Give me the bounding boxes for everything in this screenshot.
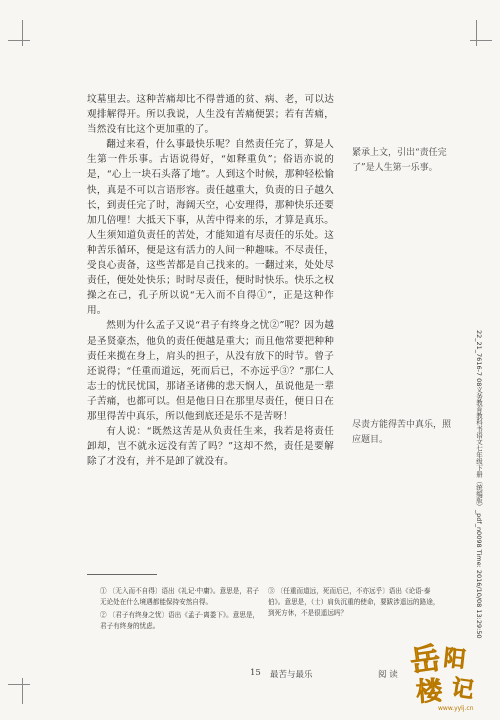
section-label: 阅 读 bbox=[378, 670, 398, 680]
crop-mark-bl-h bbox=[8, 684, 30, 685]
crop-mark-tl-h bbox=[8, 40, 30, 41]
footnote-2-text: 〔君子有终身之忧〕语出《孟子·离娄下》。意思是，君子有终身的忧虑。 bbox=[100, 611, 260, 630]
paragraph-1: 坟墓里去。这种苦痛却比不得普通的贫、病、老，可以达观排解得开。所以我说，人生没有苦痛便罢；若有苦痛，当然没有比这个更加重的了。 bbox=[87, 94, 334, 136]
svg-text:www.yylj.cn: www.yylj.cn bbox=[438, 705, 474, 712]
crop-mark-bl-v bbox=[22, 678, 23, 704]
footnote-1 bbox=[100, 586, 260, 608]
watermark-logo bbox=[408, 640, 486, 712]
footnote-1-number: ① bbox=[100, 587, 107, 595]
svg-text:楼: 楼 bbox=[415, 676, 444, 708]
footnote-3-text: 〔任重而道远，死而后已，不亦远乎〕语出《论语·泰伯》。意思是，（士）肩负沉重的使命，要跋涉遥远的路途，到死方休，不是很遥远吗？ bbox=[268, 587, 440, 617]
svg-text:记: 记 bbox=[449, 675, 476, 704]
print-info-strip: 22_21_7616-7 08义务教育教科书语文七年级下册（统编版）_pdf_n0098 Time: 2016/10/08 13:29:50 bbox=[475, 330, 483, 639]
paragraph-2: 翻过来看，什么事最快乐呢？自然责任完了，算是人生第一件乐事。古语说得好，“如释重负”；俗语亦说的是，“心上一块石头落了地”。人到这个时候，那种轻松愉快，真是不可以言语形容。责任越重大，负责的日子越久长，到责任完了时，海阔天空，心安理得，那种快乐还要加几倍哩！大抵天下事，从苦中得来的乐，才算是真乐。人生须知道负责任的苦处，才能知道有尽责任的乐处。这种苦乐循环，便是这有活力的人间一种趣味。不尽责任，受良心责备，这些苦都是自己找来的。一翻过来，处处尽责任，便处处快乐；时时尽责任，便时时快乐。快乐之权操之在己，孔子所以说“无入而不自得①”，正是这种作用。 bbox=[87, 139, 334, 317]
crop-mark-tr-v bbox=[476, 20, 477, 46]
chapter-title: 最苦与最乐 bbox=[270, 670, 313, 680]
side-note-2: 尽责方能得苦中真乐，照应题目。 bbox=[352, 420, 452, 445]
footnote-2 bbox=[100, 610, 260, 632]
footnote-3 bbox=[268, 586, 444, 619]
logo-graphic bbox=[408, 640, 486, 712]
paragraph-4: 有人说：“既然这苦是从负责任生来，我若是将责任卸却，岂不就永远没有苦了吗？”这却不然，责任是要解除了才没有，并不是卸了就没有。 bbox=[87, 426, 334, 468]
crop-mark-tr-h bbox=[470, 40, 492, 41]
footnote-3-number: ③ bbox=[268, 587, 275, 595]
page-number: 15 bbox=[250, 668, 261, 678]
svg-text:阳: 阳 bbox=[442, 646, 467, 674]
crop-mark-tl-v bbox=[22, 20, 23, 46]
svg-text:岳: 岳 bbox=[408, 640, 443, 680]
footnote-divider bbox=[87, 574, 157, 575]
paragraph-3: 然则为什么孟子又说“君子有终身之忧②”呢？因为越是圣贤豪杰，他负的责任便越是重大；而且他常要把种种责任来揽在身上，肩头的担子，从没有放下的时节。曾子还说得；“任重而道远，死而后已，不亦远乎③？”那仁人志士的忧民忧国，那诸圣诸佛的悲天悯人，虽说他是一辈子苦痛，也都可以。但是他日日在那里尽责任，便日日在那里得苦中真乐，所以他到底还是乐不是苦呀！ bbox=[87, 320, 334, 422]
main-text bbox=[87, 92, 334, 469]
side-note-1: 紧承上文，引出“责任完了”是人生第一乐事。 bbox=[352, 148, 447, 173]
footnote-1-text: 〔无入而不自得〕语出《礼记·中庸》。意思是，君子无论处在什么境遇都能保持安然自得。 bbox=[100, 587, 260, 606]
footnote-2-number: ② bbox=[100, 611, 107, 619]
